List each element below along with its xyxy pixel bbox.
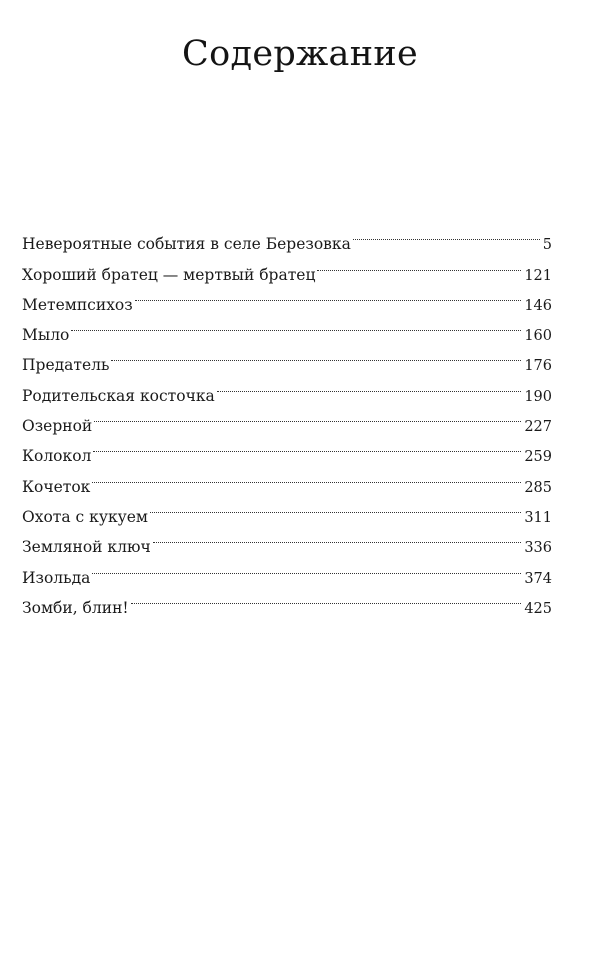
dot-leader <box>92 461 521 491</box>
toc-entry-page: 285 <box>524 479 552 496</box>
toc-entry <box>22 310 552 345</box>
dot-leader <box>217 370 522 400</box>
dot-leader <box>111 340 521 370</box>
toc-entry-page: 5 <box>542 237 552 254</box>
toc-entry <box>22 583 552 617</box>
toc-entry <box>22 219 552 254</box>
toc-entry-title: Охота с кукуем <box>22 507 148 526</box>
dot-leader <box>150 492 521 522</box>
dot-leader <box>131 583 522 613</box>
toc-entry-page: 311 <box>524 509 552 526</box>
toc-entry-title: Изольда <box>22 568 91 587</box>
toc-entry-page: 146 <box>524 297 552 314</box>
dot-leader <box>71 310 521 340</box>
toc-entry-title: Невероятные события в селе Березовка <box>22 235 351 254</box>
toc-entry-page: 425 <box>524 600 552 617</box>
toc-entry-page: 259 <box>524 449 552 466</box>
page-title: Содержание <box>182 34 418 74</box>
dot-leader <box>94 401 521 431</box>
toc-entry <box>22 431 552 466</box>
toc-entry-page: 190 <box>524 388 552 405</box>
toc-entry-page: 160 <box>524 328 552 345</box>
dot-leader <box>353 219 540 249</box>
table-of-contents <box>22 219 552 617</box>
toc-entry <box>22 492 552 526</box>
toc-entry <box>22 401 552 436</box>
toc-entry-title: Предатель <box>22 356 110 375</box>
toc-entry-page: 227 <box>524 419 552 436</box>
toc-entry-title: Кочеток <box>22 477 91 496</box>
dot-leader <box>153 522 522 552</box>
toc-entry-page: 374 <box>524 570 552 587</box>
toc-entry-page: 176 <box>524 358 552 375</box>
toc-entry-page: 121 <box>524 267 552 284</box>
toc-entry-title: Хороший братец — мертвый братец <box>22 265 316 284</box>
toc-entry <box>22 340 552 375</box>
dot-leader <box>93 431 521 461</box>
toc-entry-title: Родительская косточка <box>22 386 215 405</box>
toc-entry-title: Колокол <box>22 447 92 466</box>
dot-leader <box>317 249 521 279</box>
toc-entry <box>22 461 552 496</box>
toc-entry <box>22 552 552 587</box>
dot-leader <box>92 552 521 582</box>
toc-entry-title: Мыло <box>22 326 70 345</box>
toc-entry-title: Озерной <box>22 417 93 436</box>
dot-leader <box>135 280 522 310</box>
toc-entry-title: Земляной ключ <box>22 538 151 557</box>
toc-entry-title: Метемпсихоз <box>22 295 133 314</box>
toc-entry-page: 336 <box>524 540 552 557</box>
toc-entry-title: Зомби, блин! <box>22 598 129 617</box>
